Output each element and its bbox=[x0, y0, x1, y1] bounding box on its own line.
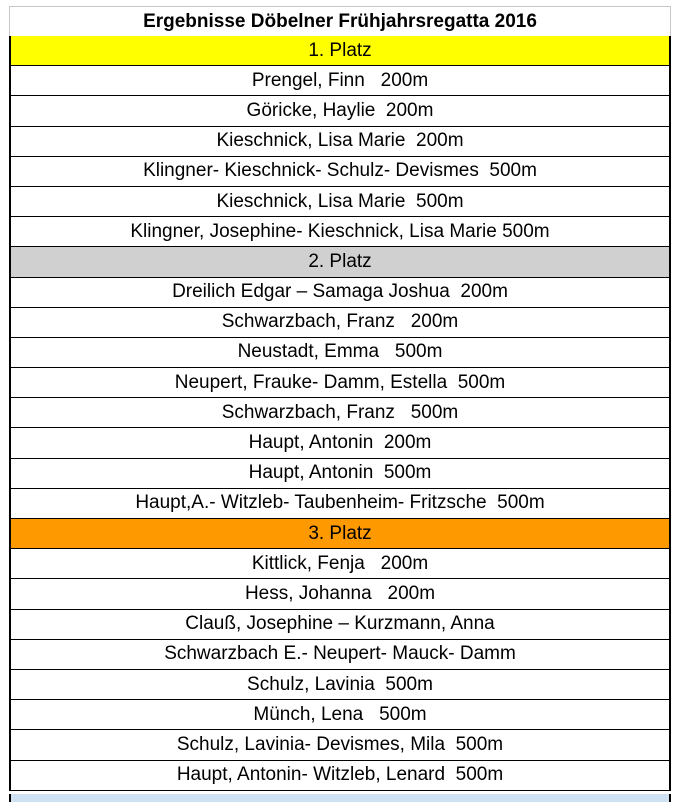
result-row: Dreilich Edgar – Samaga Joshua 200m bbox=[9, 278, 671, 308]
result-row: Neustadt, Emma 500m bbox=[9, 338, 671, 368]
result-row: Göricke, Haylie 200m bbox=[9, 96, 671, 126]
result-row: Schwarzbach E.- Neupert- Mauck- Damm bbox=[9, 640, 671, 670]
result-row: Klingner- Kieschnick- Schulz- Devismes 500m bbox=[9, 157, 671, 187]
result-row: Neupert, Frauke- Damm, Estella 500m bbox=[9, 368, 671, 398]
result-row: Prengel, Finn 200m bbox=[9, 66, 671, 96]
result-row: Hess, Johanna 200m bbox=[9, 579, 671, 609]
result-row: Schwarzbach, Franz 500m bbox=[9, 398, 671, 428]
footer-strip bbox=[9, 794, 671, 802]
result-row: Schulz, Lavinia- Devismes, Mila 500m bbox=[9, 730, 671, 760]
section-header-3rd-place: 3. Platz bbox=[9, 519, 671, 549]
result-row: Clauß, Josephine – Kurzmann, Anna bbox=[9, 610, 671, 640]
result-row: Kittlick, Fenja 200m bbox=[9, 549, 671, 579]
result-row: Haupt,A.- Witzleb- Taubenheim- Fritzsche 500m bbox=[9, 489, 671, 519]
result-row: Kieschnick, Lisa Marie 500m bbox=[9, 187, 671, 217]
result-row: Münch, Lena 500m bbox=[9, 700, 671, 730]
result-row: Haupt, Antonin 200m bbox=[9, 428, 671, 458]
section-header-2nd-place: 2. Platz bbox=[9, 247, 671, 277]
result-row: Kieschnick, Lisa Marie 200m bbox=[9, 127, 671, 157]
result-row: Haupt, Antonin- Witzleb, Lenard 500m bbox=[9, 761, 671, 791]
result-row: Schulz, Lavinia 500m bbox=[9, 670, 671, 700]
table-title: Ergebnisse Döbelner Frühjahrsregatta 2016 bbox=[9, 6, 671, 36]
result-row: Haupt, Antonin 500m bbox=[9, 459, 671, 489]
section-header-1st-place: 1. Platz bbox=[9, 36, 671, 66]
result-row: Klingner, Josephine- Kieschnick, Lisa Marie 500m bbox=[9, 217, 671, 247]
result-row: Schwarzbach, Franz 200m bbox=[9, 308, 671, 338]
results-table bbox=[9, 6, 671, 791]
